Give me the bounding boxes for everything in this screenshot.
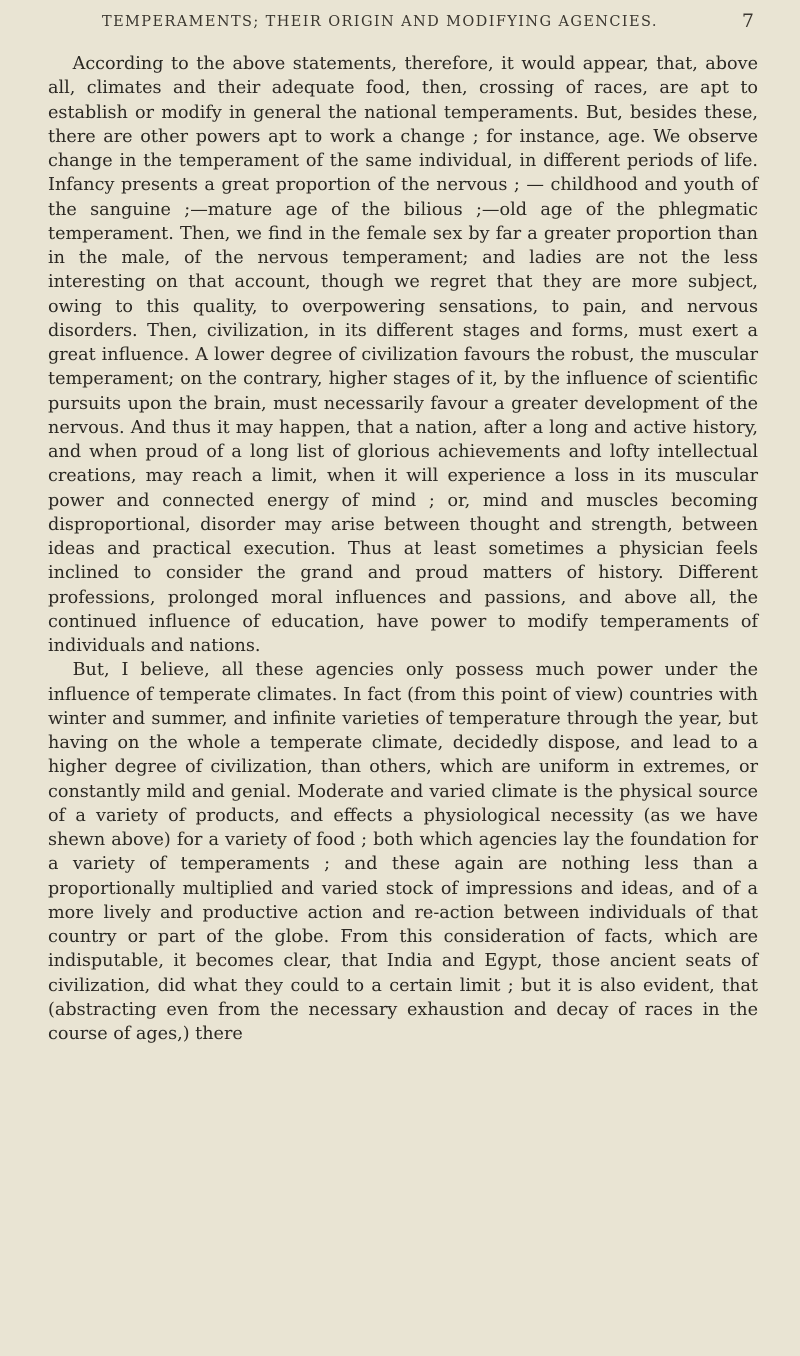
page-header xyxy=(48,10,758,42)
paragraph: But, I believe, all these agencies only possess much power under the influence of temperate climates. In fact (from this point of view) countries with winter and summer, and infinite varieties of temperature through the year, but having on the whole a temperate climate, decidedly dispose, and lead to a higher degree of civilization, than others, which are uniform in extremes, or constantly mild and genial. Moderate and varied climate is the physical source of a variety of products, and effects a physiological necessity (as we have shewn above) for a variety of food ; both which agencies lay the foundation for a variety of temperaments ; and these again are nothing less than a proportionally multiplied and varied stock of impressions and ideas, and of a more lively and productive action and re-action between individuals of that country or part of the globe. From this consideration of facts, which are indisputable, it becomes clear, that India and Egypt, those ancient seats of civilization, did what they could to a certain limit ; but it is also evident, that (abstracting even from the necessary exhaustion and decay of races in the course of ages,) there xyxy=(48,660,758,1044)
running-head: TEMPERAMENTS; THEIR ORIGIN AND MODIFYING AGENCIES. xyxy=(102,14,658,30)
body-text xyxy=(48,52,758,1046)
paragraph: According to the above statements, therefore, it would appear, that, above all, climates and their adequate food, then, crossing of races, are apt to establish or modify in general the national temperaments. But, besides these, there are other powers apt to work a change ; for instance, age. We observe change in the temperament of the same individual, in different periods of life. Infancy presents a great proportion of the nervous ; — childhood and youth of the sanguine ;—mature age of the bilious ;—old age of the phlegmatic temperament. Then, we find in the female sex by far a greater proportion than in the male, of the nervous temperament; and ladies are not the less interesting on that account, though we regret that they are more subject, owing to this quality, to overpowering sensations, to pain, and nervous disorders. Then, civilization, in its different stages and forms, must exert a great influence. A lower degree of civilization favours the robust, the muscular temperament; on the contrary, higher stages of it, by the influence of scientific pursuits upon the brain, must necessarily favour a greater development of the nervous. And thus it may happen, that a nation, after a long and active history, and when proud of a long list of glorious achievements and lofty intellectual creations, may reach a limit, when it will experience a loss in its muscular power and connected energy of mind ; or, mind and muscles becoming disproportional, disorder may arise between thought and strength, between ideas and practical execution. Thus at least sometimes a physician feels inclined to consider the grand and proud matters of history. Different professions, prolonged moral influences and passions, and above all, the continued influence of education, have power to modify temperaments of individuals and nations. xyxy=(48,54,758,656)
page-number: 7 xyxy=(741,10,754,32)
